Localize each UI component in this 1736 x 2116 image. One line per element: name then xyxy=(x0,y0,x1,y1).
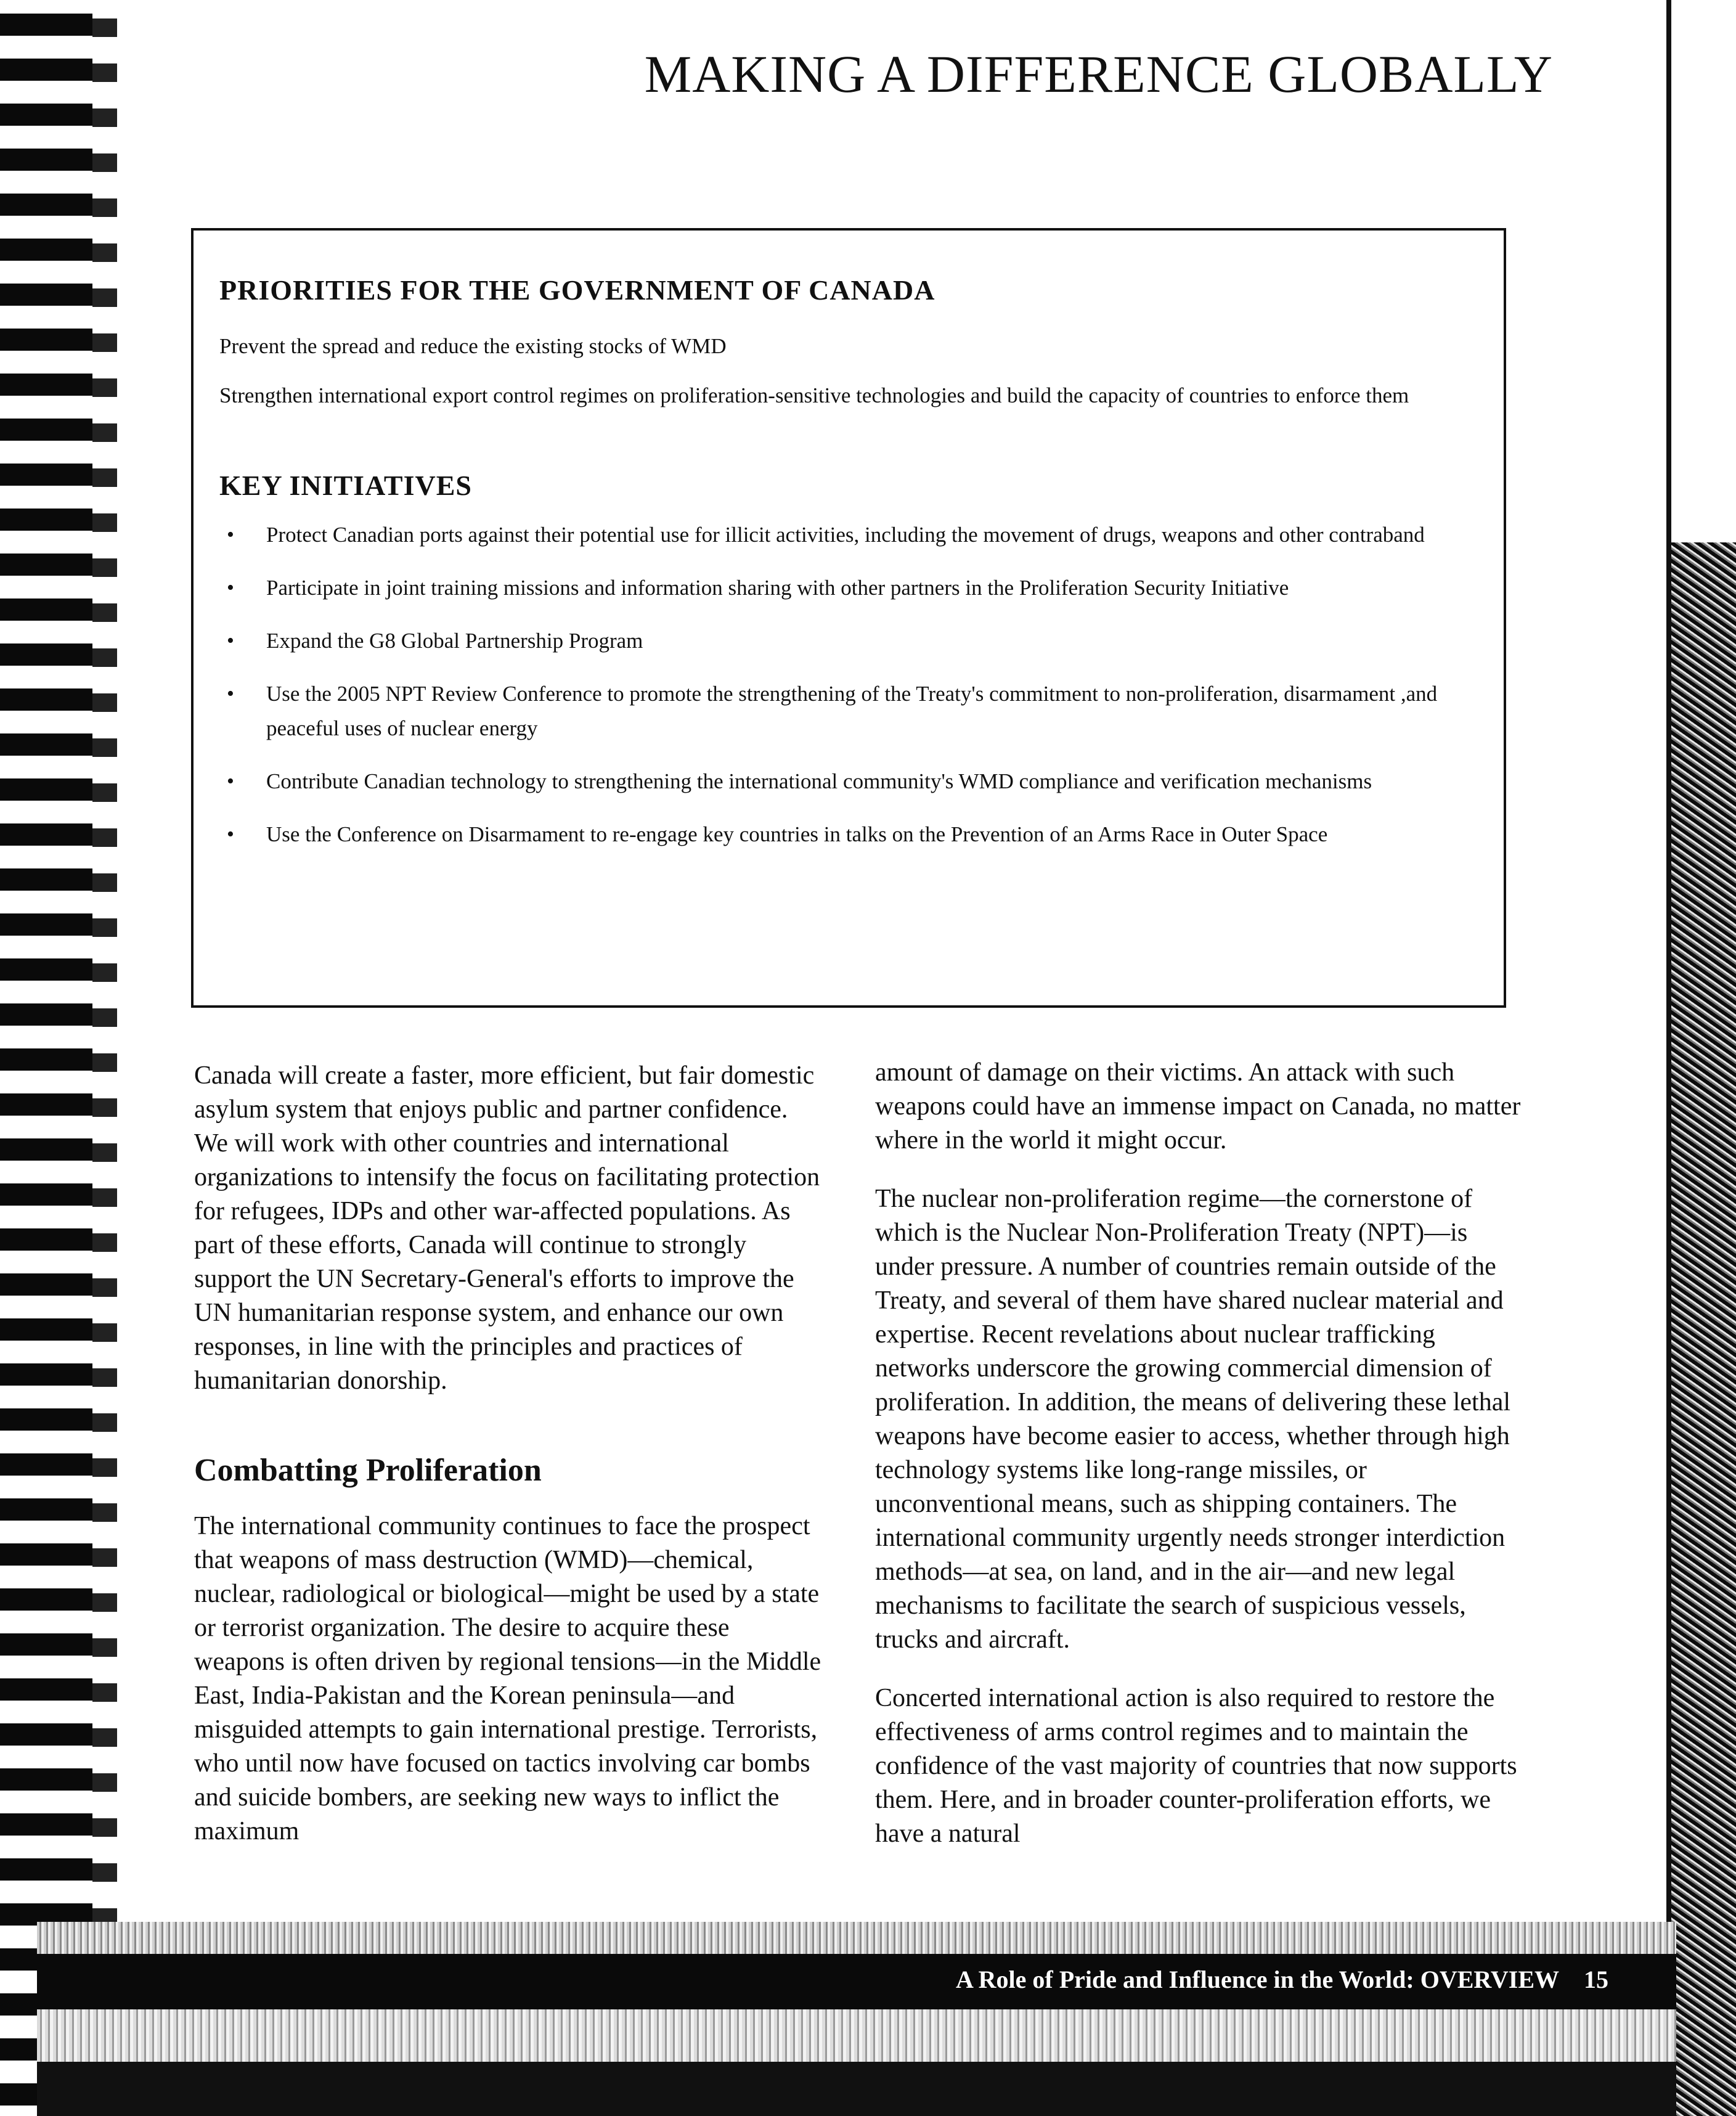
page-edge xyxy=(1666,0,1671,2116)
initiative-item xyxy=(219,571,1483,605)
priorities-box xyxy=(191,228,1506,1008)
bullet-icon: • xyxy=(227,576,234,599)
initiative-text: Use the Conference on Disarmament to re-engage key countries in talks on the Prevention of an Arms Race in Outer Space xyxy=(266,822,1328,846)
initiative-item xyxy=(219,677,1483,746)
intro-paragraph: Canada will create a faster, more efficient, but fair domestic asylum system that enjoys public and partner confidence. We will work with other countries and international organizations to intensify the focus on facilitating protection for refugees, IDPs and other war-affected populations. As part of these efforts, Canada will continue to strongly support the UN Secretary-General's efforts to improve the UN humanitarian response system, and enhance our own responses, in line with the principles and practices of humanitarian donorship. xyxy=(194,1061,820,1395)
body-paragraph: The international community continues to face the prospect that weapons of mass destruction (WMD)—chemical, nuclear, radiological or biological—might be used by a state or terrorist organization. The desire to acquire these weapons is often driven by regional tensions—in the Middle East, India-Pakistan and the Korean peninsula—and misguided attempts to gain international prestige. Terrorists, who until now have focused on tactics involving car bombs and suicide bombers, are seeking new ways to inflict the maximum xyxy=(194,1512,821,1845)
priority-item: Prevent the spread and reduce the existing stocks of WMD xyxy=(219,334,727,358)
page-title: MAKING A DIFFERENCE GLOBALLY xyxy=(644,44,1553,104)
initiative-item xyxy=(219,817,1483,852)
initiative-item xyxy=(219,518,1483,552)
footer-texture-top xyxy=(37,1922,1676,1954)
bullet-icon: • xyxy=(227,682,234,705)
bullet-icon: • xyxy=(227,770,234,793)
scan-edge-texture xyxy=(1671,542,1736,2116)
initiatives-list xyxy=(219,518,1504,852)
initiatives-heading: KEY INITIATIVES xyxy=(219,470,472,501)
initiative-text: Expand the G8 Global Partnership Program xyxy=(266,629,643,653)
footer-base xyxy=(37,2062,1676,2116)
body-paragraph: Concerted international action is also required to restore the effectiveness of arms control regimes and to maintain the confidence of the vast majority of countries that now supports them. Here, and in broader counter-proliferation efforts, we have a natural xyxy=(875,1684,1517,1848)
spiral-binding xyxy=(0,0,117,2116)
initiative-text: Participate in joint training missions and information sharing with other partners in the Proliferation Security Initiative xyxy=(266,576,1289,600)
page-number: 15 xyxy=(1584,1966,1608,1993)
bullet-icon: • xyxy=(227,523,234,546)
priority-item: Strengthen international export control regimes on proliferation-sensitive technologies and build the capacity of countries to enforce them xyxy=(219,383,1409,407)
initiative-text: Use the 2005 NPT Review Conference to promote the strengthening of the Treaty's commitment to non-proliferation, disarmament ,and peaceful uses of nuclear energy xyxy=(266,682,1438,740)
bullet-icon: • xyxy=(227,823,234,846)
bullet-icon: • xyxy=(227,629,234,652)
footer-texture-bottom xyxy=(37,2009,1676,2062)
section-heading: Combatting Proliferation xyxy=(194,1453,542,1488)
footer-running-title xyxy=(956,1965,1608,1994)
initiative-item xyxy=(219,624,1483,658)
right-column xyxy=(875,1056,1528,1876)
footer-bar xyxy=(37,1954,1676,2009)
priorities-heading: PRIORITIES FOR THE GOVERNMENT OF CANADA xyxy=(219,274,935,306)
body-paragraph: The nuclear non-proliferation regime—the cornerstone of which is the Nuclear Non-Proliferation Treaty (NPT)—is under pressure. A number of countries remain outside of the Treaty, and several of them have shared nuclear material and expertise. Recent revelations about nuclear trafficking networks underscore the growing commercial dimension of proliferation. In addition, the means of delivering these lethal weapons have become easier to access, whether through high technology systems like long-range missiles, or unconventional means, such as shipping containers. The international community urgently needs stronger interdiction methods—at sea, on land, and in the air—and new legal mechanisms to facilitate the search of suspicious vessels, trucks and aircraft. xyxy=(875,1185,1511,1654)
initiative-item xyxy=(219,764,1483,799)
running-title: A Role of Pride and Influence in the World: OVERVIEW xyxy=(955,1966,1559,1993)
initiative-text: Contribute Canadian technology to strengthening the international community's WMD compliance and verification mechanisms xyxy=(266,769,1372,793)
body-paragraph: amount of damage on their victims. An attack with such weapons could have an immense impact on Canada, no matter where in the world it might occur. xyxy=(875,1058,1521,1154)
left-column xyxy=(194,1059,823,1873)
initiative-text: Protect Canadian ports against their potential use for illicit activities, including the movement of drugs, weapons and other contraband xyxy=(266,523,1425,547)
